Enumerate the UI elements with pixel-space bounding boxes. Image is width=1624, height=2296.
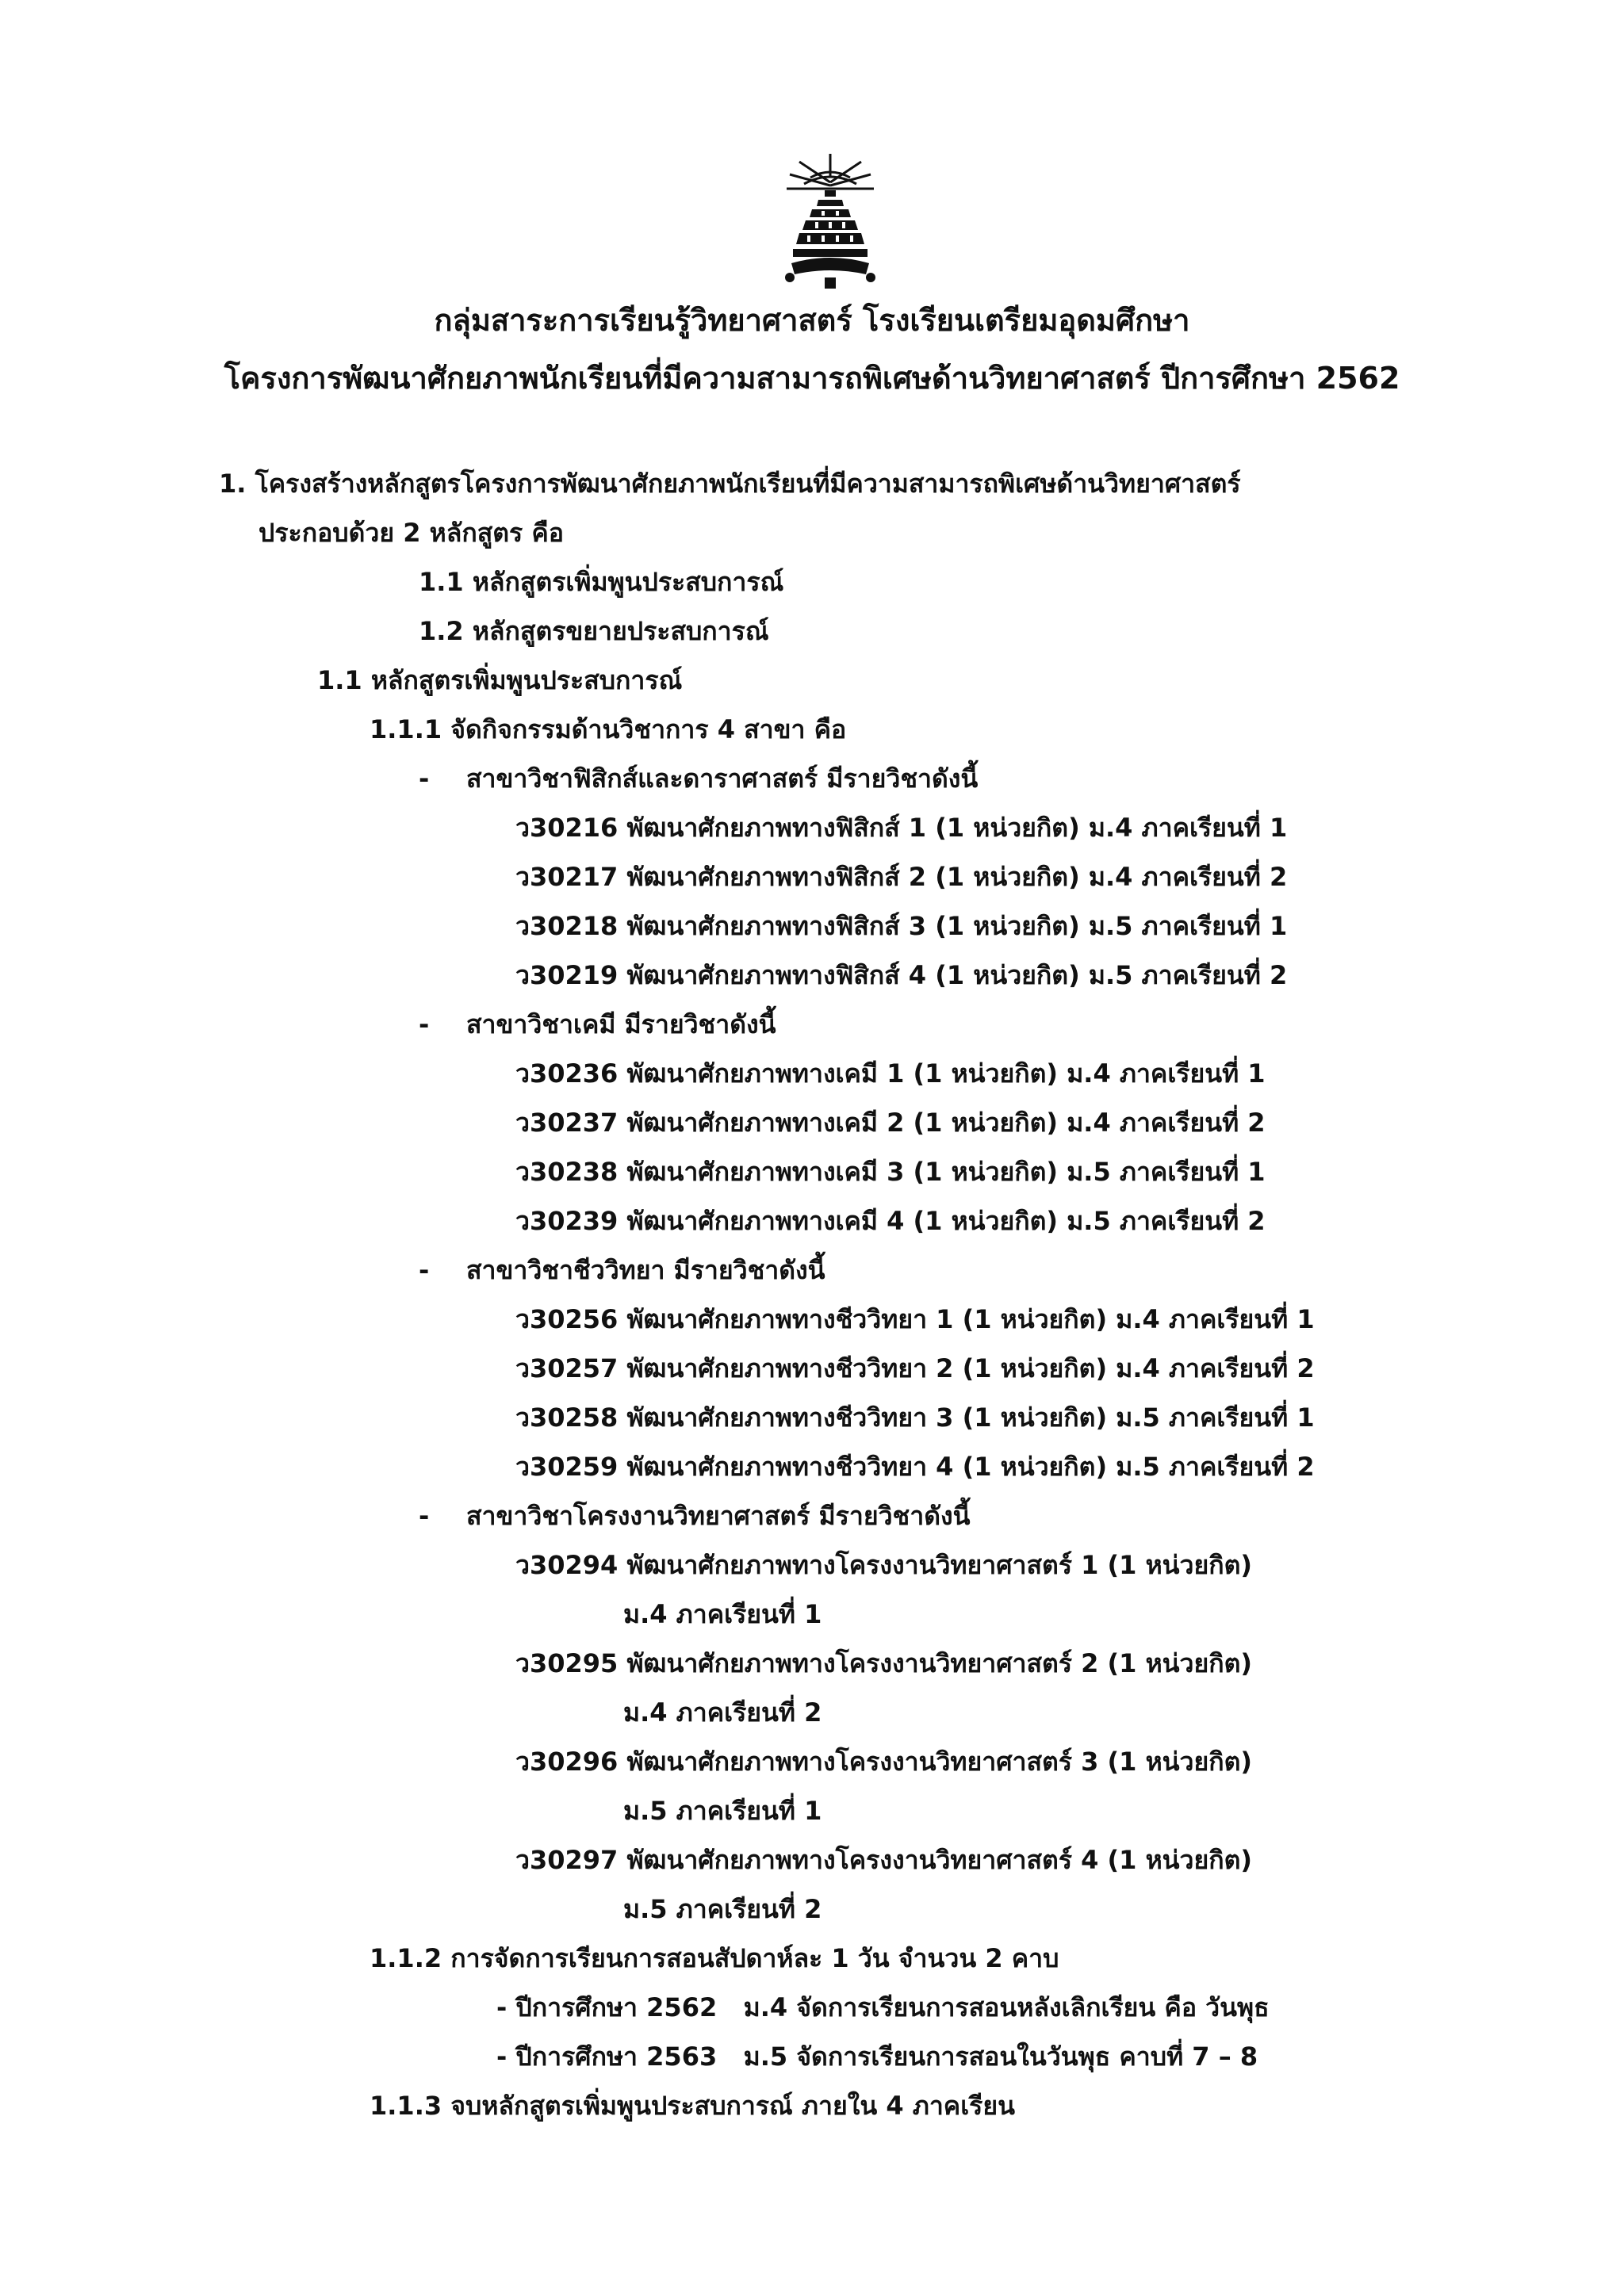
course-line: ว30294 พัฒนาศักยภาพทางโครงงานวิทยาศาสตร์ 1 (1 หน่วยกิต) <box>515 1550 1253 1580</box>
schedule-line: - ปีการศึกษา 2562 ม.4 จัดการเรียนการสอนหลังเลิกเรียน คือ วันพุธ <box>496 1992 1270 2022</box>
course-line: ว30216 พัฒนาศักยภาพทางฟิสิกส์ 1 (1 หน่วยกิต) ม.4 ภาคเรียนที่ 1 <box>515 813 1288 843</box>
course-line: ว30259 พัฒนาศักยภาพทางชีววิทยา 4 (1 หน่วยกิต) ม.5 ภาคเรียนที่ 2 <box>515 1452 1315 1482</box>
course-line: ว30219 พัฒนาศักยภาพทางฟิสิกส์ 4 (1 หน่วยกิต) ม.5 ภาคเรียนที่ 2 <box>515 960 1288 990</box>
bullet-dash: - <box>419 1009 430 1039</box>
sub-heading: 1.1 หลักสูตรเพิ่มพูนประสบการณ์ <box>317 665 683 695</box>
course-line: ว30218 พัฒนาศักยภาพทางฟิสิกส์ 3 (1 หน่วยกิต) ม.5 ภาคเรียนที่ 1 <box>515 911 1288 941</box>
course-line: ว30238 พัฒนาศักยภาพทางเคมี 3 (1 หน่วยกิต) ม.5 ภาคเรียนที่ 1 <box>515 1157 1266 1187</box>
course-line: ว30237 พัฒนาศักยภาพทางเคมี 2 (1 หน่วยกิต) ม.4 ภาคเรียนที่ 2 <box>515 1108 1266 1138</box>
section-heading-cont: ประกอบด้วย 2 หลักสูตร คือ <box>259 518 564 548</box>
schedule-line: - ปีการศึกษา 2563 ม.5 จัดการเรียนการสอนในวันพุธ คาบที่ 7 – 8 <box>496 2042 1258 2072</box>
course-line: ว30239 พัฒนาศักยภาพทางเคมี 4 (1 หน่วยกิต) ม.5 ภาคเรียนที่ 2 <box>515 1206 1266 1236</box>
branch-name: สาขาวิชาชีววิทยา มีรายวิชาดังนี้ <box>466 1255 825 1285</box>
branch-name: สาขาวิชาฟิสิกส์และดาราศาสตร์ มีรายวิชาดังนี้ <box>466 763 979 794</box>
item-1-1-1: 1.1.1 จัดกิจกรรมด้านวิชาการ 4 สาขา คือ <box>370 714 847 744</box>
course-line: ว30295 พัฒนาศักยภาพทางโครงงานวิทยาศาสตร์ 2 (1 หน่วยกิต) <box>515 1648 1253 1678</box>
bullet-dash: - <box>419 1255 430 1285</box>
school-emblem-icon <box>783 151 877 290</box>
item-1-1-3: 1.1.3 จบหลักสูตรเพิ่มพูนประสบการณ์ ภายใน 4 ภาคเรียน <box>370 2091 1015 2121</box>
list-item: 1.2 หลักสูตรขยายประสบการณ์ <box>419 616 769 646</box>
course-line: ว30217 พัฒนาศักยภาพทางฟิสิกส์ 2 (1 หน่วยกิต) ม.4 ภาคเรียนที่ 2 <box>515 862 1288 892</box>
branch-name: สาขาวิชาโครงงานวิทยาศาสตร์ มีรายวิชาดังนี้ <box>466 1501 971 1531</box>
branch-name: สาขาวิชาเคมี มีรายวิชาดังนี้ <box>466 1009 776 1039</box>
bullet-dash: - <box>419 763 430 794</box>
document-title-line1: กลุ่มสาระการเรียนรู้วิทยาศาสตร์ โรงเรียนเตรียมอุดมศึกษา <box>434 303 1190 338</box>
course-line: ว30257 พัฒนาศักยภาพทางชีววิทยา 2 (1 หน่วยกิต) ม.4 ภาคเรียนที่ 2 <box>515 1353 1315 1383</box>
document-title-line2: โครงการพัฒนาศักยภาพนักเรียนที่มีความสามารถพิเศษด้านวิทยาศาสตร์ ปีการศึกษา 2562 <box>224 361 1400 396</box>
item-1-1-2: 1.1.2 การจัดการเรียนการสอนสัปดาห์ละ 1 วัน จำนวน 2 คาบ <box>370 1943 1059 1973</box>
course-line-cont: ม.4 ภาคเรียนที่ 2 <box>623 1697 822 1728</box>
list-item: 1.1 หลักสูตรเพิ่มพูนประสบการณ์ <box>419 567 784 597</box>
course-line: ว30258 พัฒนาศักยภาพทางชีววิทยา 3 (1 หน่วยกิต) ม.5 ภาคเรียนที่ 1 <box>515 1402 1315 1433</box>
course-line: ว30297 พัฒนาศักยภาพทางโครงงานวิทยาศาสตร์ 4 (1 หน่วยกิต) <box>515 1845 1253 1875</box>
section-heading: 1. โครงสร้างหลักสูตรโครงการพัฒนาศักยภาพนักเรียนที่มีความสามารถพิเศษด้านวิทยาศาสตร์ <box>219 469 1241 499</box>
bullet-dash: - <box>419 1501 430 1531</box>
course-line: ว30236 พัฒนาศักยภาพทางเคมี 1 (1 หน่วยกิต) ม.4 ภาคเรียนที่ 1 <box>515 1058 1266 1089</box>
course-line-cont: ม.5 ภาคเรียนที่ 1 <box>623 1796 822 1826</box>
course-line-cont: ม.5 ภาคเรียนที่ 2 <box>623 1894 822 1924</box>
course-line: ว30296 พัฒนาศักยภาพทางโครงงานวิทยาศาสตร์ 3 (1 หน่วยกิต) <box>515 1747 1253 1777</box>
course-line: ว30256 พัฒนาศักยภาพทางชีววิทยา 1 (1 หน่วยกิต) ม.4 ภาคเรียนที่ 1 <box>515 1304 1315 1334</box>
course-line-cont: ม.4 ภาคเรียนที่ 1 <box>623 1599 822 1629</box>
